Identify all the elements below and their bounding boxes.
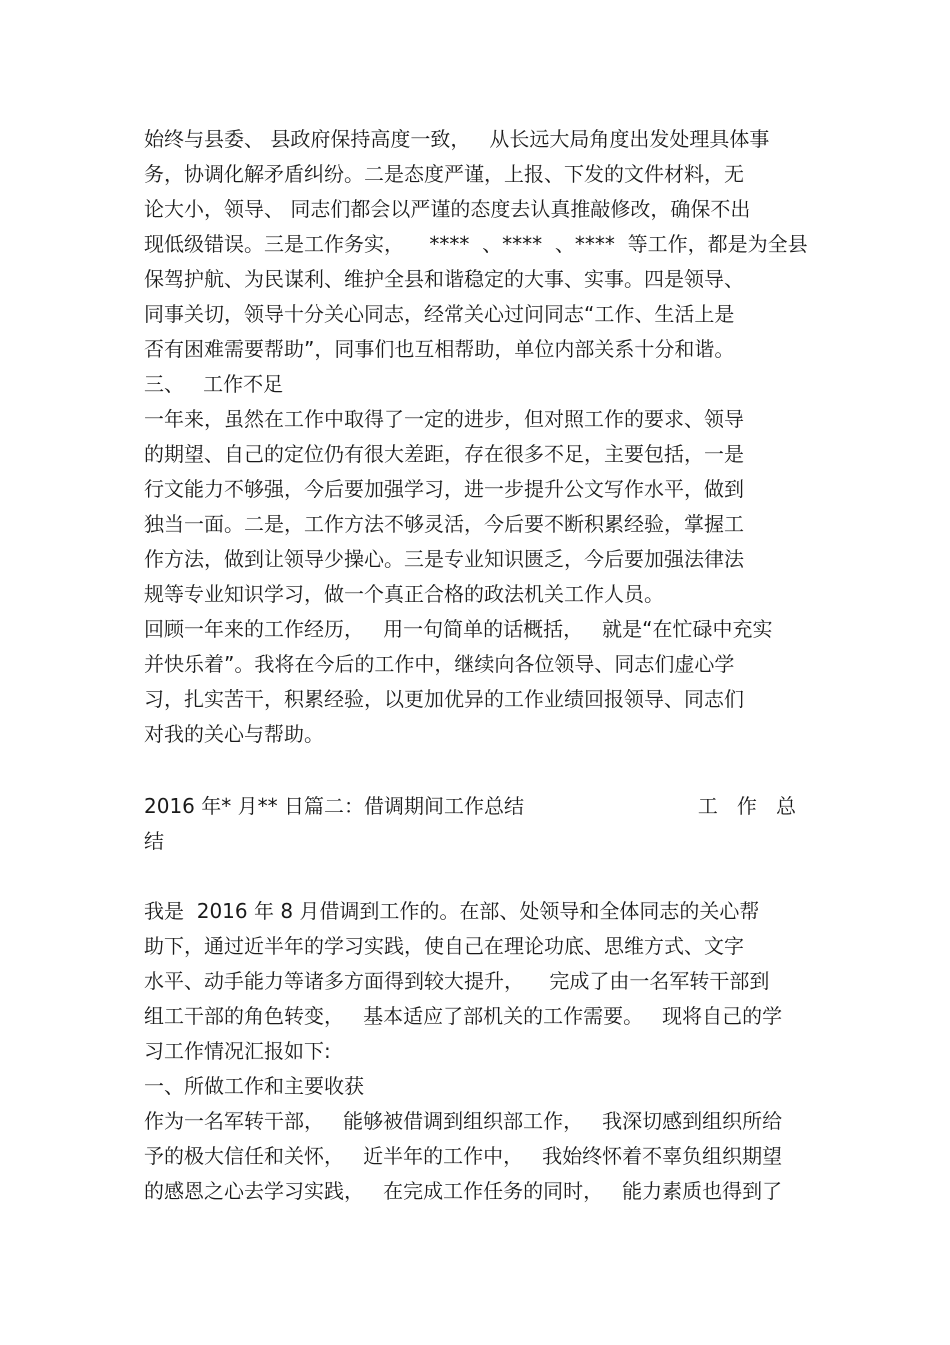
text-line: 独当一面。二是，工作方法不够灵活，今后要不断积累经验，掌握工 bbox=[144, 512, 744, 536]
text-line: 助下，通过近半年的学习实践，使自己在理论功底、思维方式、文字 bbox=[144, 934, 744, 958]
text-line: 保驾护航、为民谋利、维护全县和谐稳定的大事、实事。四是领导、 bbox=[144, 267, 744, 291]
text-line: 对我的关心与帮助。 bbox=[144, 722, 324, 746]
text-line: 作为一名军转干部， 能够被借调到组织部工作， 我深切感到组织所给 bbox=[144, 1109, 783, 1133]
text-line: 一年来，虽然在工作中取得了一定的进步，但对照工作的要求、领导 bbox=[144, 407, 744, 431]
text-line: 回顾一年来的工作经历， 用一句简单的话概括， 就是“在忙碌中充实 bbox=[144, 617, 773, 641]
text-line: 否有困难需要帮助”，同事们也互相帮助，单位内部关系十分和谐。 bbox=[144, 337, 735, 361]
article-heading-wrap: 结 bbox=[144, 829, 164, 853]
section-heading: 一、所做工作和主要收获 bbox=[144, 1074, 364, 1098]
text-line: 我是 2016 年 8 月借调到工作的。在部、处领导和全体同志的关心帮 bbox=[144, 899, 760, 923]
text-line: 同事关切，领导十分关心同志，经常关心过问同志“工作、生活上是 bbox=[144, 302, 735, 326]
text-line: 并快乐着”。我将在今后的工作中，继续向各位领导、同志们虚心学 bbox=[144, 652, 735, 676]
text-line: 水平、动手能力等诸多方面得到较大提升， 完成了由一名军转干部到 bbox=[144, 969, 770, 993]
text-line: 规等专业知识学习，做一个真正合格的政法机关工作人员。 bbox=[144, 582, 664, 606]
text-line: 务，协调化解矛盾纠纷。二是态度严谨，上报、下发的文件材料，无 bbox=[144, 162, 744, 186]
text-line: 的期望、自己的定位仍有很大差距，存在很多不足，主要包括，一是 bbox=[144, 442, 744, 466]
text-line: 作方法，做到让领导少操心。三是专业知识匮乏，今后要加强法律法 bbox=[144, 547, 744, 571]
text-line: 组工干部的角色转变， 基本适应了部机关的工作需要。 现将自己的学 bbox=[144, 1004, 783, 1028]
text-line: 始终与县委、 县政府保持高度一致， 从长远大局角度出发处理具体事 bbox=[144, 127, 770, 151]
section-heading: 三、 工作不足 bbox=[144, 372, 284, 396]
text-line: 论大小，领导、 同志们都会以严谨的态度去认真推敲修改，确保不出 bbox=[144, 197, 751, 221]
article-heading-tail: 工 作 总 bbox=[697, 794, 796, 818]
article-heading: 2016 年* 月** 日篇二：借调期间工作总结 bbox=[144, 794, 524, 818]
text-line: 的感恩之心去学习实践， 在完成工作任务的同时， 能力素质也得到了 bbox=[144, 1179, 783, 1203]
text-line: 习工作情况汇报如下: bbox=[144, 1039, 331, 1063]
text-line: 行文能力不够强，今后要加强学习，进一步提升公文写作水平，做到 bbox=[144, 477, 744, 501]
text-line: 习，扎实苦干，积累经验，以更加优异的工作业绩回报领导、同志们 bbox=[144, 687, 744, 711]
text-line: 现低级错误。三是工作务实， **** 、**** 、**** 等工作，都是为全县 bbox=[144, 232, 808, 256]
text-line: 予的极大信任和关怀， 近半年的工作中， 我始终怀着不辜负组织期望 bbox=[144, 1144, 783, 1168]
